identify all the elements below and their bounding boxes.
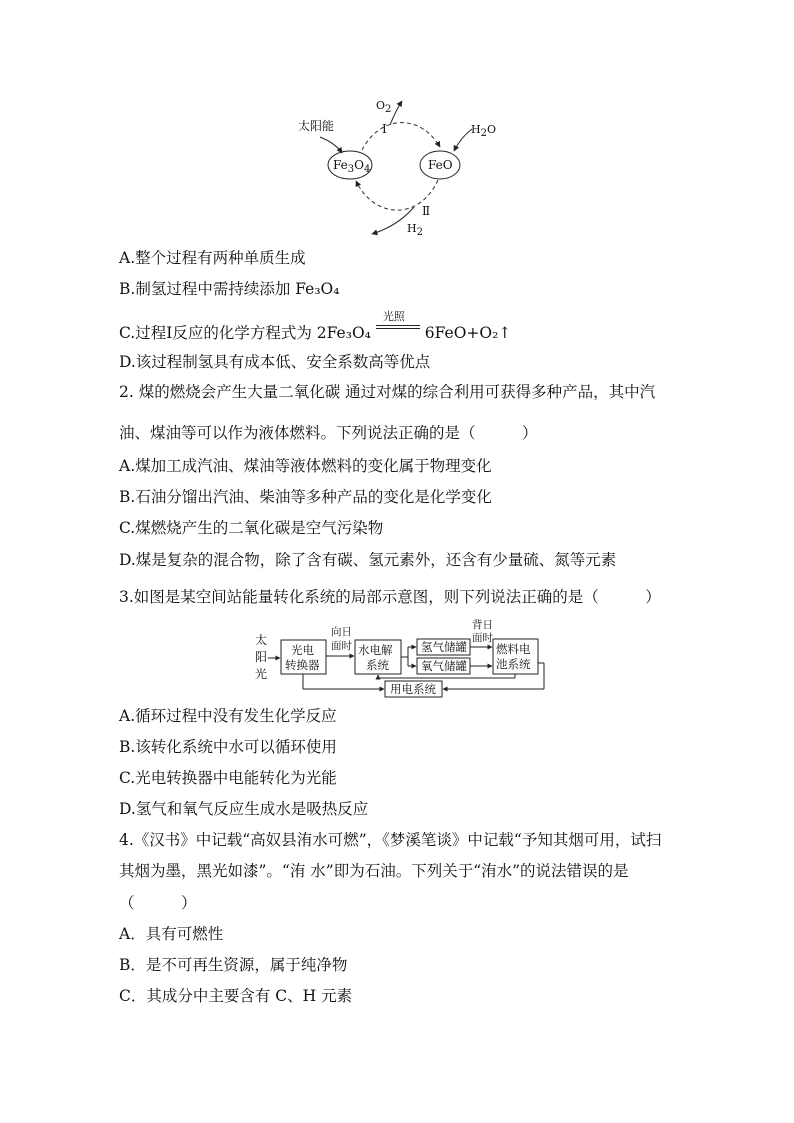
fuel-cell-label-1: 燃料电 (496, 642, 531, 656)
q3-option-a: A.循环过程中没有发生化学反应 (119, 707, 337, 725)
converter-label-2: 转换器 (285, 658, 320, 672)
q2-stem-line2: 油、煤油等可以作为液体燃料。下列说法正确的是（ ） (119, 424, 538, 442)
fuel-cell-label-2: 池系统 (496, 657, 531, 671)
q3-option-b: B.该转化系统中水可以循环使用 (119, 738, 337, 756)
q3-option-c: C.光电转换器中电能转化为光能 (119, 769, 337, 787)
sun-label-2: 阳 (255, 650, 268, 664)
sunward-label-2: 面时 (331, 640, 352, 652)
reaction-condition-label: 光照 (382, 310, 405, 323)
o2-label: O2 (376, 99, 392, 115)
q4-stem-line3: （ ） (119, 894, 197, 912)
q2-option-c: C.煤燃烧产生的二氧化碳是空气污染物 (119, 519, 384, 537)
solar-label: 太阳能 (298, 119, 335, 133)
sun-label-3: 光 (255, 667, 268, 681)
stage-1-label: Ⅰ (382, 122, 387, 136)
backside-label-1: 背日 (472, 619, 493, 631)
power-system-label: 用电系统 (390, 682, 436, 696)
q1-option-c-suffix: 6FeO+O₂↑ (424, 324, 512, 342)
sun-label-1: 太 (255, 633, 268, 647)
q2-option-b: B.石油分馏出汽油、柴油等多种产品的变化是化学变化 (119, 488, 492, 506)
stage-2-label: Ⅱ (422, 204, 431, 218)
oxygen-tank-label: 氧气储罐 (421, 659, 467, 673)
q2-option-a: A.煤加工成汽油、煤油等液体燃料的变化属于物理变化 (119, 457, 492, 475)
fe-oxide-cycle-diagram (290, 95, 510, 245)
sunward-label-1: 向日 (331, 626, 352, 638)
hydrogen-tank-label: 氢气储罐 (421, 640, 467, 654)
q2-stem-line1: 2. 煤的燃烧会产生大量二氧化碳 通过对煤的综合利用可获得多种产品，其中汽 (119, 383, 656, 401)
q1-option-b: B.制氢过程中需持续添加 Fe₃O₄ (119, 280, 340, 298)
h2o-label: H2O (471, 123, 496, 139)
q3-option-d: D.氢气和氧气反应生成水是吸热反应 (119, 800, 369, 818)
q1-option-d: D.该过程制氢具有成本低、安全系数高等优点 (119, 353, 431, 371)
space-station-energy-diagram (250, 618, 550, 700)
q1-option-c (119, 310, 512, 343)
q4-option-c: C．其成分中主要含有 C、H 元素 (119, 987, 353, 1005)
q1-option-c-prefix: C.过程Ⅰ反应的化学方程式为 2Fe₃O₄ (119, 324, 371, 342)
q4-stem-line2: 其烟为墨，黑光如漆”。“洧 水”即为石油。下列关于“洧水”的说法错误的是 (119, 862, 629, 880)
electrolysis-label-2: 系统 (366, 658, 389, 672)
q2-option-d: D.煤是复杂的混合物，除了含有碳、氢元素外，还含有少量硫、氮等元素 (119, 551, 617, 569)
q4-stem-line1: 4.《汉书》中记载“高奴县洧水可燃”，《梦溪笔谈》中记载“予知其烟可用，试扫 (119, 831, 662, 849)
q4-option-a: A．具有可燃性 (119, 925, 224, 943)
fe3o4-label: $Fe_3O_4$ (333, 158, 371, 175)
q3-stem: 3.如图是某空间站能量转化系统的局部示意图，则下列说法正确的是（ ） (119, 588, 661, 606)
converter-label-1: 光电 (291, 643, 314, 657)
h2-label: H2 (407, 222, 423, 238)
q4-option-b: B．是不可再生资源，属于纯净物 (119, 956, 348, 974)
reaction-condition (376, 310, 420, 343)
backside-label-2: 面时 (472, 632, 493, 644)
electrolysis-label-1: 水电解 (358, 643, 393, 657)
feo-label: FeO (428, 158, 453, 172)
q1-option-a: A.整个过程有两种单质生成 (119, 249, 306, 267)
